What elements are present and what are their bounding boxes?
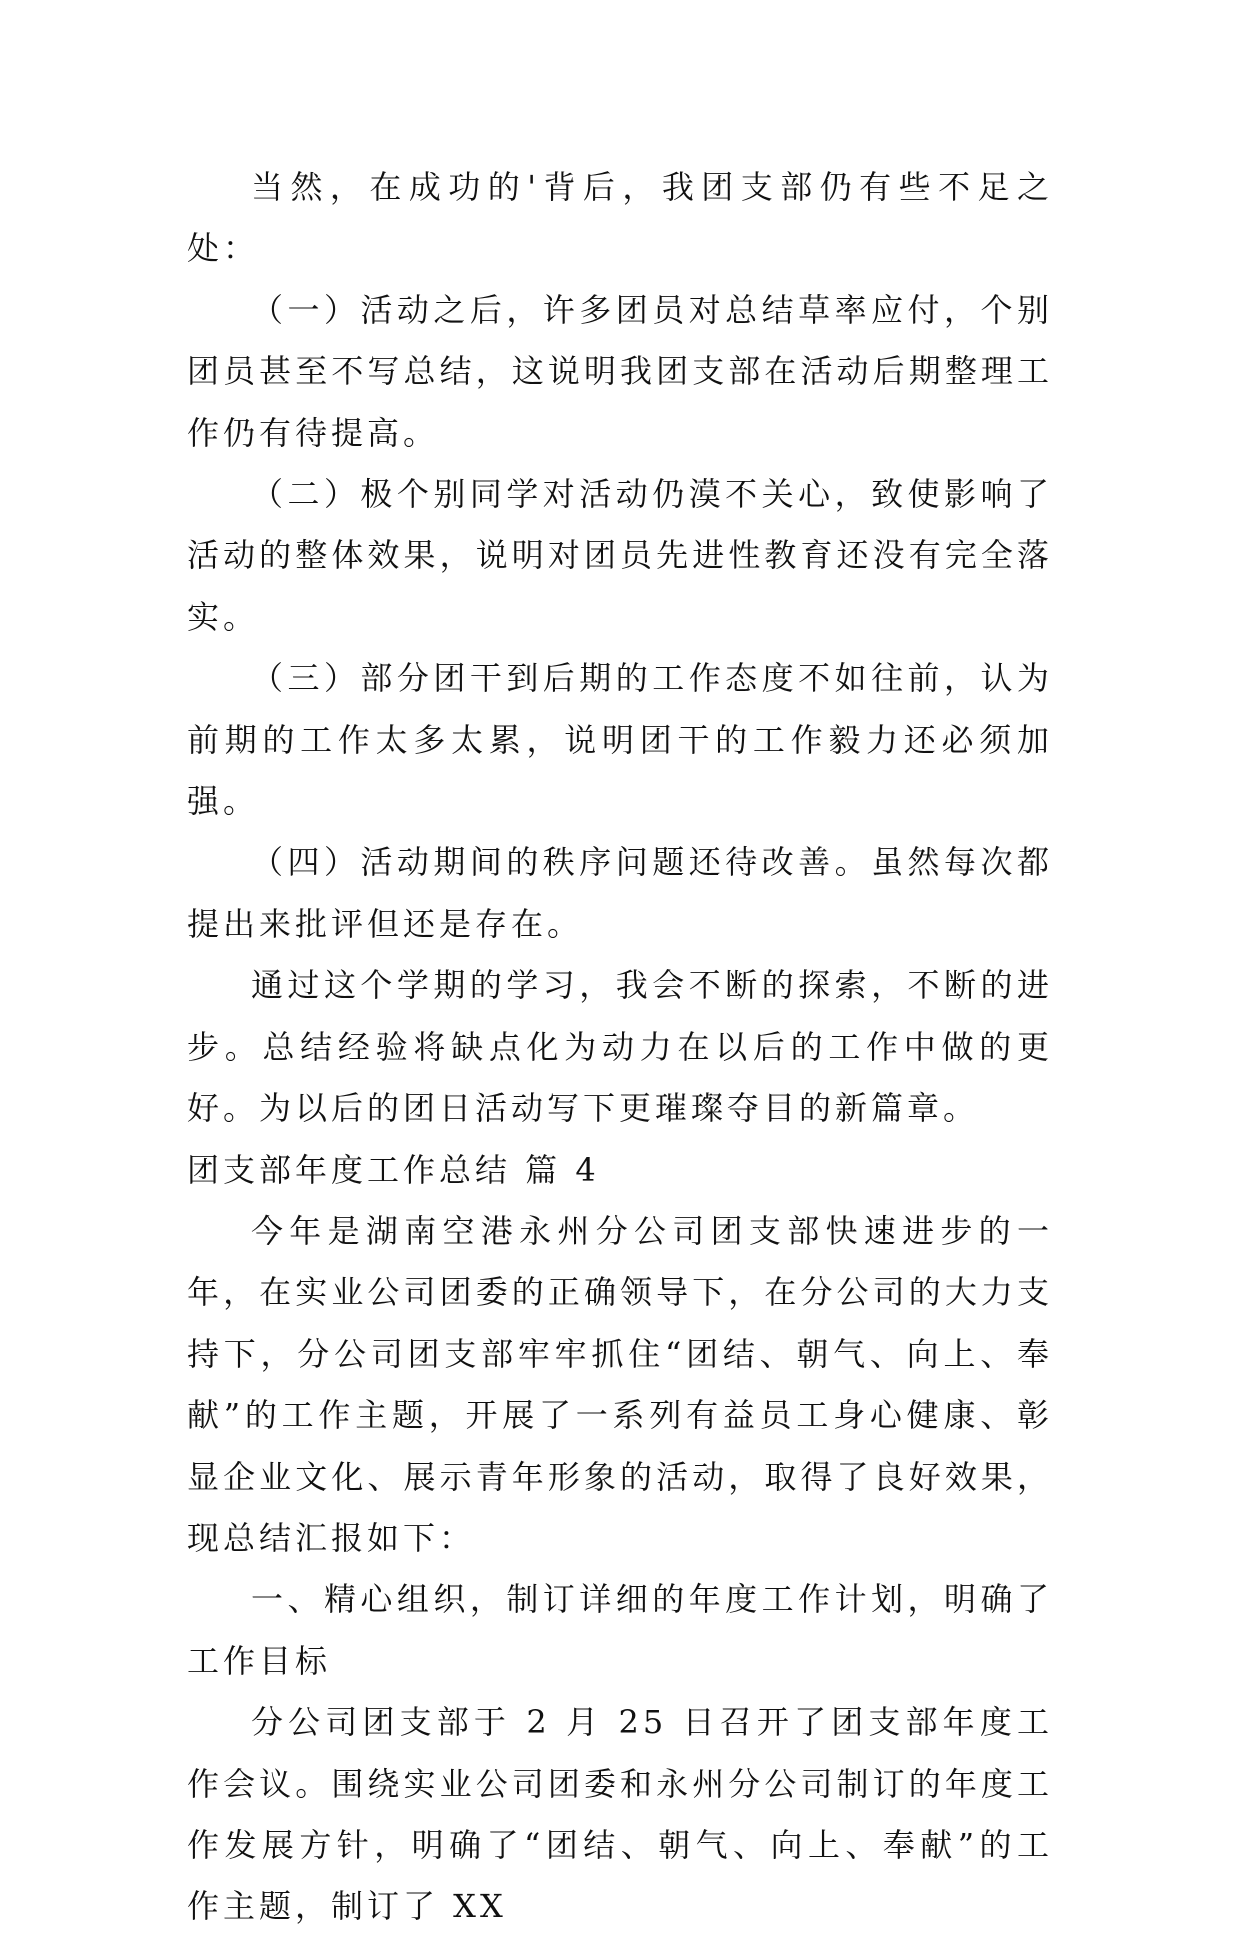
paragraph-conclusion: 通过这个学期的学习，我会不断的探索，不断的进步。总结经验将缺点化为动力在以后的工作中做的更好。为以后的团日活动写下更璀璨夺目的新篇章。 <box>187 966 1053 1128</box>
section-heading: 团支部年度工作总结 篇 4 <box>187 1150 600 1189</box>
paragraph-shortcoming-4: （四）活动期间的秩序问题还待改善。虽然每次都提出来批评但还是存在。 <box>187 843 1053 943</box>
paragraph-point-1-body: 分公司团支部于 2 月 25 日召开了团支部年度工作会议。围绕实业公司团委和永州分公司制订的年度工作发展方针，明确了“团结、朝气、向上、奉献”的工作主题，制订了 XX <box>187 1703 1053 1926</box>
document-body <box>187 157 1053 1938</box>
paragraph-shortcomings-intro: 当然，在成功的'背后，我团支部仍有些不足之处： <box>187 168 1053 268</box>
paragraph-point-1-title: 一、精心组织，制订详细的年度工作计划，明确了工作目标 <box>187 1580 1053 1680</box>
paragraph-shortcoming-2: （二）极个别同学对活动仍漠不关心，致使影响了活动的整体效果，说明对团员先进性教育还没有完全落实。 <box>187 475 1053 636</box>
paragraph-year-overview: 今年是湖南空港永州分公司团支部快速进步的一年，在实业公司团委的正确领导下，在分公司的大力支持下，分公司团支部牢牢抓住“团结、朝气、向上、奉献”的工作主题，开展了一系列有益员工身心健康、彰显企业文化、展示青年形象的活动，取得了良好效果，现总结汇报如下： <box>187 1211 1053 1557</box>
paragraph-shortcoming-1: （一）活动之后，许多团员对总结草率应付，个别团员甚至不写总结，这说明我团支部在活动后期整理工作仍有待提高。 <box>187 290 1053 452</box>
paragraph-shortcoming-3: （三）部分团干到后期的工作态度不如往前，认为前期的工作太多太累，说明团干的工作毅力还必须加强。 <box>187 659 1053 821</box>
